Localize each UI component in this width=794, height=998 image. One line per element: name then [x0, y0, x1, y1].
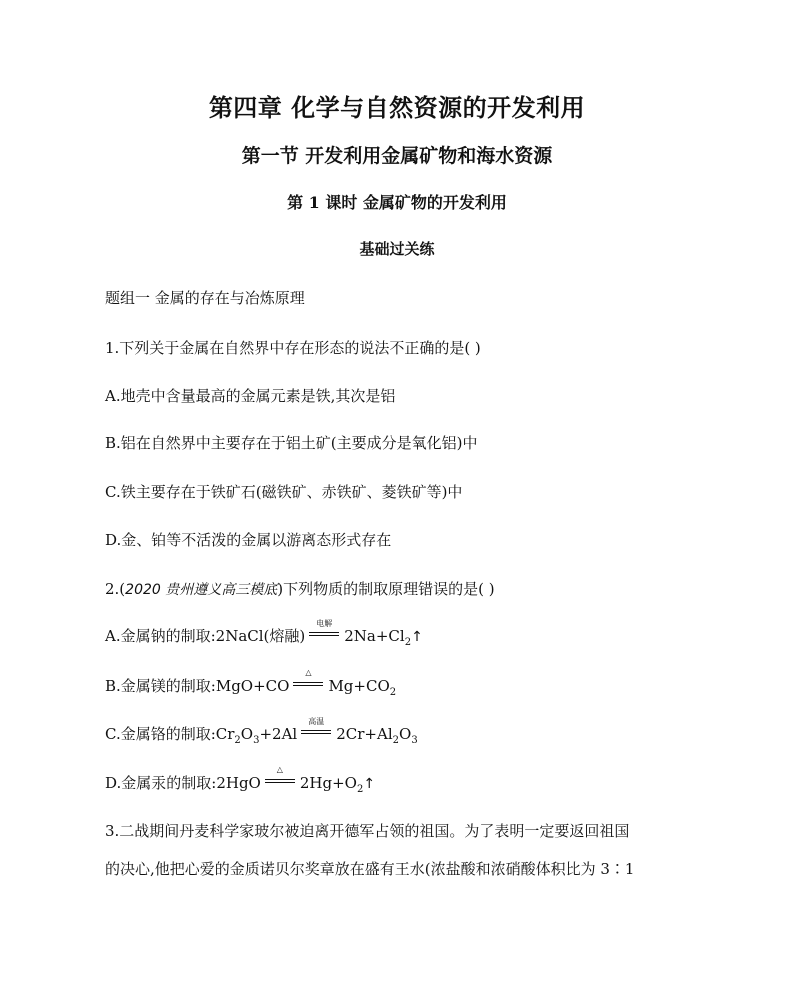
option-d-reactants: D.金属汞的制取:2HgO: [105, 774, 261, 792]
practice-heading: 基础过关练: [359, 240, 435, 258]
reaction-condition-arrow: [299, 717, 333, 741]
subscript: 2: [356, 784, 364, 795]
chapter-title: 第四章 化学与自然资源的开发利用: [208, 94, 586, 122]
reaction-condition-arrow: [307, 619, 341, 643]
subscript: 2: [392, 735, 399, 746]
element-symbol: O: [240, 725, 254, 743]
option-b-reactants: B.金属镁的制取:MgO+CO: [105, 677, 290, 695]
option-c-reactants: C.金属铬的制取:Cr: [105, 725, 235, 743]
option-b-products: Mg+CO: [328, 677, 390, 695]
question-2-stem: [105, 578, 495, 599]
question-1-option-b: B.铝在自然界中主要存在于铝土矿(主要成分是氧化铝)中: [105, 434, 478, 452]
question-2-source: 2020 贵州遵义高三模底: [125, 582, 278, 598]
subscript: 3: [411, 735, 418, 746]
condition-label: 高温: [308, 717, 325, 726]
question-2-option-a: [105, 619, 423, 648]
subscript: 2: [234, 735, 241, 746]
question-group-heading: 题组一 金属的存在与冶炼原理: [105, 289, 305, 307]
subscript: 2: [404, 637, 412, 648]
condition-label: △: [305, 668, 312, 677]
option-a-products: 2Na+Cl: [344, 627, 405, 645]
question-2-option-c: [105, 717, 418, 746]
element-symbol: O: [399, 725, 412, 743]
option-c-reactant-2: +2Al: [259, 725, 298, 743]
lesson-title: 第 1 课时 金属矿物的开发利用: [287, 193, 507, 212]
reaction-condition-arrow: [263, 765, 297, 790]
option-a-reactants: A.金属钠的制取:2NaCl(熔融): [105, 627, 306, 645]
question-2-option-b: [105, 668, 397, 698]
question-1-option-d: D.金、铂等不活泼的金属以游离态形式存在: [105, 531, 392, 549]
question-1-stem: 1.下列关于金属在自然界中存在形态的说法不正确的是( ): [105, 339, 481, 357]
subscript: 2: [389, 687, 397, 698]
question-3-line-1: 3.二战期间丹麦科学家玻尔被迫离开德军占领的祖国。为了表明一定要返回祖国: [105, 822, 630, 840]
section-title: 第一节 开发利用金属矿物和海水资源: [241, 145, 553, 167]
question-1-option-c: C.铁主要存在于铁矿石(磁铁矿、赤铁矿、菱铁矿等)中: [105, 483, 463, 501]
question-1-option-a: A.地壳中含量最高的金属元素是铁,其次是铝: [105, 387, 396, 405]
option-c-products: 2Cr+Al: [336, 725, 393, 743]
subscript: 3: [253, 735, 260, 746]
option-d-products: 2Hg+O: [299, 774, 357, 792]
reaction-condition-arrow: [291, 668, 325, 693]
condition-label: 电解: [316, 619, 333, 628]
question-3-line-2: 的决心,他把心爱的金质诺贝尔奖章放在盛有王水(浓盐酸和浓硝酸体积比为 3∶1: [105, 860, 635, 878]
question-2-stem-text: )下列物质的制取原理错误的是( ): [277, 580, 495, 598]
gas-arrow-icon: ↑: [411, 629, 423, 645]
question-2-number: 2.(: [105, 580, 126, 598]
gas-arrow-icon: ↑: [363, 776, 376, 792]
condition-label: △: [276, 765, 283, 774]
question-2-option-d: [105, 765, 376, 795]
